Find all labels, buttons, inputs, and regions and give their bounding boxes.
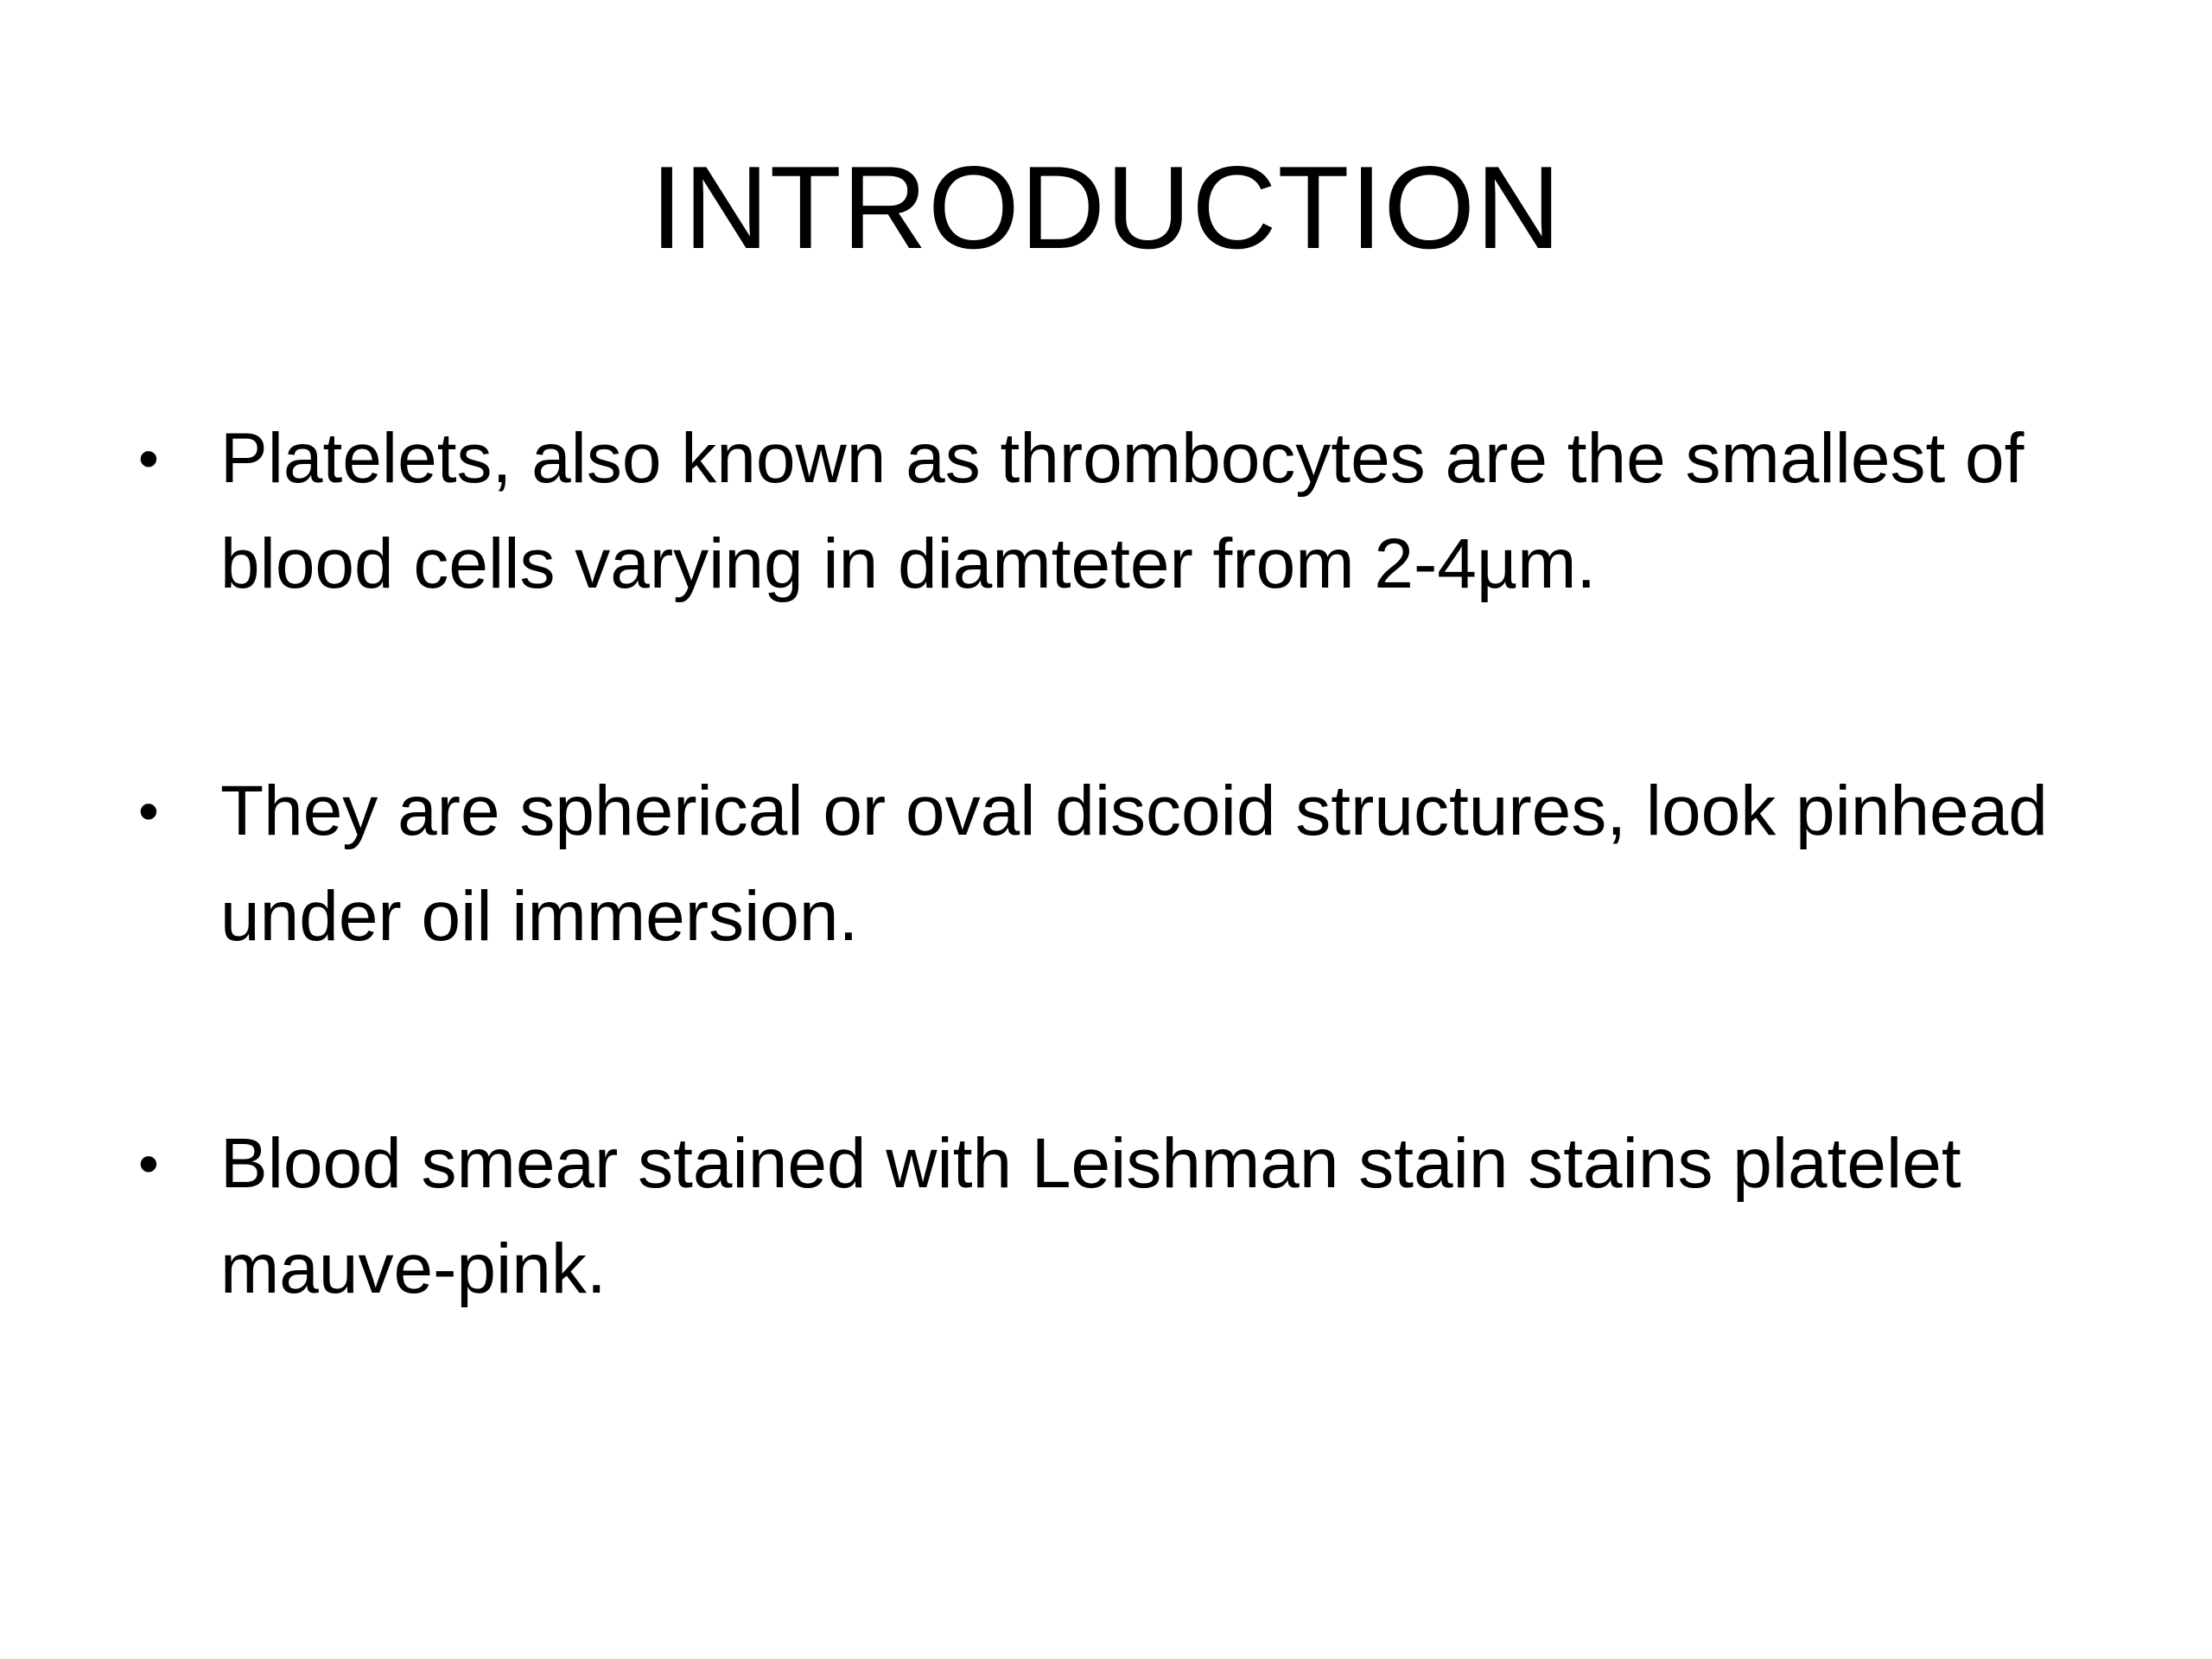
bullet-text: Blood smear stained with Leishman stain stains platelet mauve-pink. [220, 1124, 1961, 1308]
bullet-list [130, 406, 2082, 1464]
slide-title: INTRODUCTION [650, 142, 1562, 273]
bullet-text: They are spherical or oval discoid structures, look pinhead under oil immersion. [220, 772, 2048, 956]
bullet-item [130, 759, 2082, 969]
bullet-item [130, 406, 2082, 617]
bullet-icon: • [138, 1131, 159, 1197]
bullet-icon: • [138, 426, 159, 492]
bullet-text: Platelets, also known as thrombocytes are the smallest of blood cells varying in diamteter from 2-4µm. [220, 419, 2024, 603]
bullet-item [130, 1111, 2082, 1322]
bullet-icon: • [138, 779, 159, 844]
